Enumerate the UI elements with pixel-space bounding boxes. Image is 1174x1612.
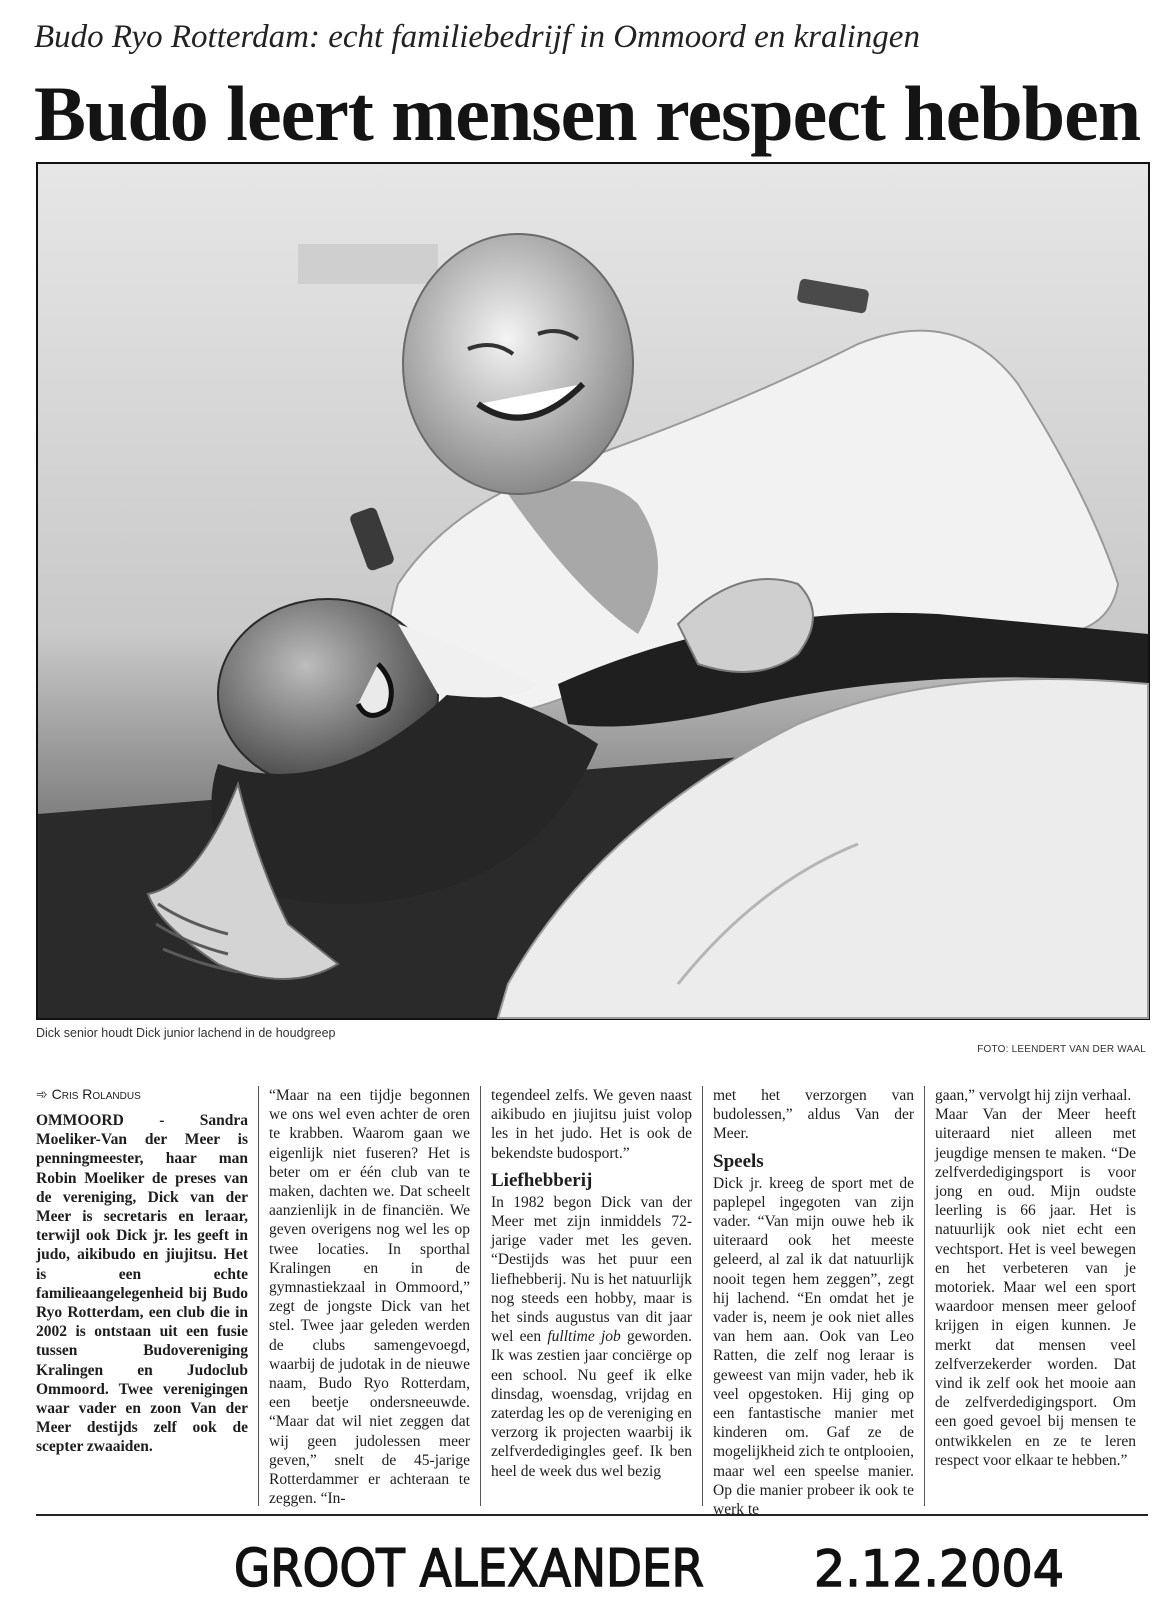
body-text: In 1982 begon Dick van der Meer met zijn inmiddels 72-jarige vader met les geven. “Destijds was het puur een liefhebberij. Nu is het natuurlijk nog steeds een hobby, maar is het sinds augustus van dit jaar wel een [491, 1193, 692, 1346]
italic-phrase: fulltime job [547, 1328, 621, 1346]
body-paragraph [491, 1193, 692, 1481]
column-1 [36, 1086, 258, 1506]
handwritten-source: GROOT ALEXANDER [234, 1539, 704, 1599]
article-subheadline: Budo Ryo Rotterdam: echt familiebedrijf in Ommoord en kralingen [34, 19, 920, 55]
body-paragraph: “Maar na een tijdje begonnen we ons wel even achter de oren te krabben. Waarom gaan we eigenlijk niet fuseren? Het is beter om er één club van te maken, dachten we. Dat scheelt aanzienlijk in de financiën. We geven overigens nog wel les op twee locaties. In sporthal Kralingen en in de gymnastiekzaal in Ommoord,” zegt de jongste Dick van het stel. Twee jaar geleden werden de clubs samengevoegd, waarbij de judotak in de nieuwe naam, Budo Ryo Rotterdam, een beetje ondersneeuwde. “Maar dat wil niet zeggen dat wij geen judolessen meer geven,” snelt de 45-jarige Rotterdammer er achteraan te zeggen. “In- [269, 1087, 470, 1508]
handwritten-date: 2.12.2004 [814, 1540, 1064, 1598]
body-text: geworden. Ik was zestien jaar conciërge op een school. Nu geef ik elke dinsdag, woensdag, vrijdag en zaterdag les op de vereniging en verzorg ik projecten waarbij ik zelfverdedigingles geef. Ik ben heel de week dus wel bezig [491, 1328, 692, 1480]
lead-paragraph: OMMOORD - Sandra Moeliker-Van der Meer is penningmeester, haar man Robin Moeliker de preses van de vereniging, Dick van der Meer is secretaris en leraar, terwijl ook Dick jr. les geeft in judo, aikibudo en jiujitsu. Het is een echte familieaangelegenheid bij Budo Ryo Rotterdam, een club die in 2002 is ontstaan uit een fusie tussen Budovereniging Kralingen en Judoclub Ommoord. Twee verenigingen waar vader en zoon Van der Meer destijds zelf ook de scepter zwaaiden. [36, 1112, 248, 1456]
column-4 [702, 1086, 924, 1519]
body-paragraph: Dick jr. kreeg de sport met de paplepel ingegoten van zijn vader. “Van mijn ouwe heb ik uiteraard ook het meeste geleerd, al zal ik dat natuurlijk nooit tegen hem zeggen”, zegt hij lachend. “En omdat het je vader is, neem je ook niet alles van hem aan. Ook van Leo Ratten, die zelf nog leraar is geweest van mijn vader, heb ik veel opgestoken. Hij ging op een fantastische manier met kinderen om. Gaf ze de mogelijkheid zich te ontplooien, maar wel een speelse manier. Op die manier probeer ik ook te werk te [713, 1174, 914, 1519]
judo-photo-illustration [38, 164, 1148, 1018]
byline [36, 1086, 248, 1103]
article-photo [36, 162, 1150, 1020]
body-paragraph: gaan,” vervolgt hij zijn verhaal. [935, 1087, 1132, 1104]
article-headline: Budo leert mensen respect hebben [34, 70, 1141, 157]
column-5 [924, 1086, 1146, 1506]
body-paragraph: met het verzorgen van budolessen,” aldus Van der Meer. [713, 1087, 914, 1143]
column-2 [258, 1086, 480, 1506]
handwritten-annotation [234, 1528, 1094, 1598]
column-3 [480, 1086, 702, 1506]
bottom-rule [36, 1514, 1148, 1516]
article-body [36, 1086, 1148, 1519]
body-paragraph: Maar Van der Meer heeft uiteraard niet alleen met jeugdige mensen te maken. “De zelfverdedigingsport is voor jong en oud. Mijn oudste leerling is 66 jaar. Het is natuurlijk ook niet echt een vechtsport. Het is veel bewegen en het verbeteren van je motoriek. Maar wel een sport waardoor mensen meer geloof krijgen in eigen kunnen. Je merkt dat mensen veel zelfverzekerder worden. Dat vind ik zelf ook het mooie aan de zelfverdedigingsport. Om een goed gevoel bij mensen te ontwikkelen en ze te leren respect voor elkaar te hebben.” [935, 1106, 1136, 1469]
photo-caption: Dick senior houdt Dick junior lachend in de houdgreep [36, 1026, 336, 1040]
intertitle-speels: Speels [713, 1150, 764, 1172]
author-name: Cris Rolandus [51, 1086, 141, 1102]
intertitle-liefhebberij: Liefhebberij [491, 1169, 593, 1191]
body-paragraph: tegendeel zelfs. We geven naast aikibudo en jiujitsu juist volop les in het judo. Het is ook de bekendste budosport.” [491, 1087, 692, 1162]
photo-credit: FOTO: LEENDERT VAN DER WAAL [977, 1044, 1146, 1055]
arrow-icon: ➾ [36, 1086, 48, 1102]
